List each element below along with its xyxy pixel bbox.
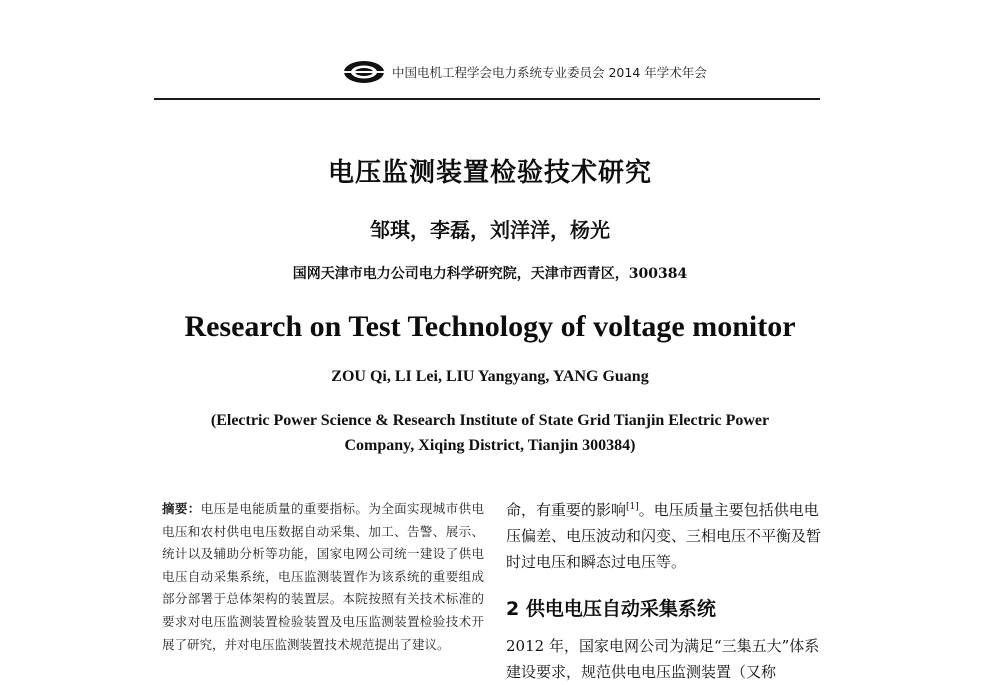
body-paragraph-1 <box>506 494 826 575</box>
abstract <box>162 498 484 656</box>
affiliation-en-line1: (Electric Power Science & Research Institute of State Grid Tianjin Electric Power <box>210 412 770 429</box>
affiliation-en-line2: Company, Xiqing District, Tianjin 300384) <box>344 437 636 454</box>
body-paragraph-2: 2012 年，国家电网公司为满足“三集五大”体系建设要求，规范供电电压监测装置（又称 <box>506 637 820 681</box>
society-logo-icon <box>342 59 386 85</box>
authors-cn: 邹琪，李磊，刘洋洋，杨光 <box>370 218 610 242</box>
para1-start: 命，有重要的影响 <box>506 501 627 519</box>
section-heading-2: 2 供电电压自动采集系统 <box>506 598 716 620</box>
authors-en: ZOU Qi, LI Lei, LIU Yangyang, YANG Guang <box>331 368 649 385</box>
paper-title-en: Research on Test Technology of voltage monitor <box>184 310 796 343</box>
header-rule <box>154 98 820 100</box>
paper-title-cn: 电压监测装置检验技术研究 <box>327 158 652 188</box>
abstract-text: 电压是电能质量的重要指标。为全面实现城市供电电压和农村供电电压数据自动采集、加工、告警、展示、统计以及辅助分析等功能，国家电网公司统一建设了供电电压自动采集系统，电压监测装置作为该系统的重要组成部分部署于总体架构的装置层。本院按照有关技术标准的要求对电压监测装置检验装置及电压监测装置检验技术开展了研究，并对电压监测装置技术规范提出了建议。 <box>162 501 484 652</box>
conference-header <box>342 58 707 86</box>
para1-rest: 。电压质量主要包括供电电压偏差、电压波动和闪变、三相电压不平衡及暂时过电压和瞬态过电压等。 <box>506 501 822 571</box>
affiliation-en <box>150 408 830 458</box>
abstract-label: 摘要： <box>162 501 201 516</box>
citation-ref: [1] <box>626 502 639 512</box>
conference-name: 中国电机工程学会电力系统专业委员会 2014 年学术年会 <box>392 65 707 80</box>
affiliation-cn: 国网天津市电力公司电力科学研究院，天津市西青区，300384 <box>292 266 688 282</box>
